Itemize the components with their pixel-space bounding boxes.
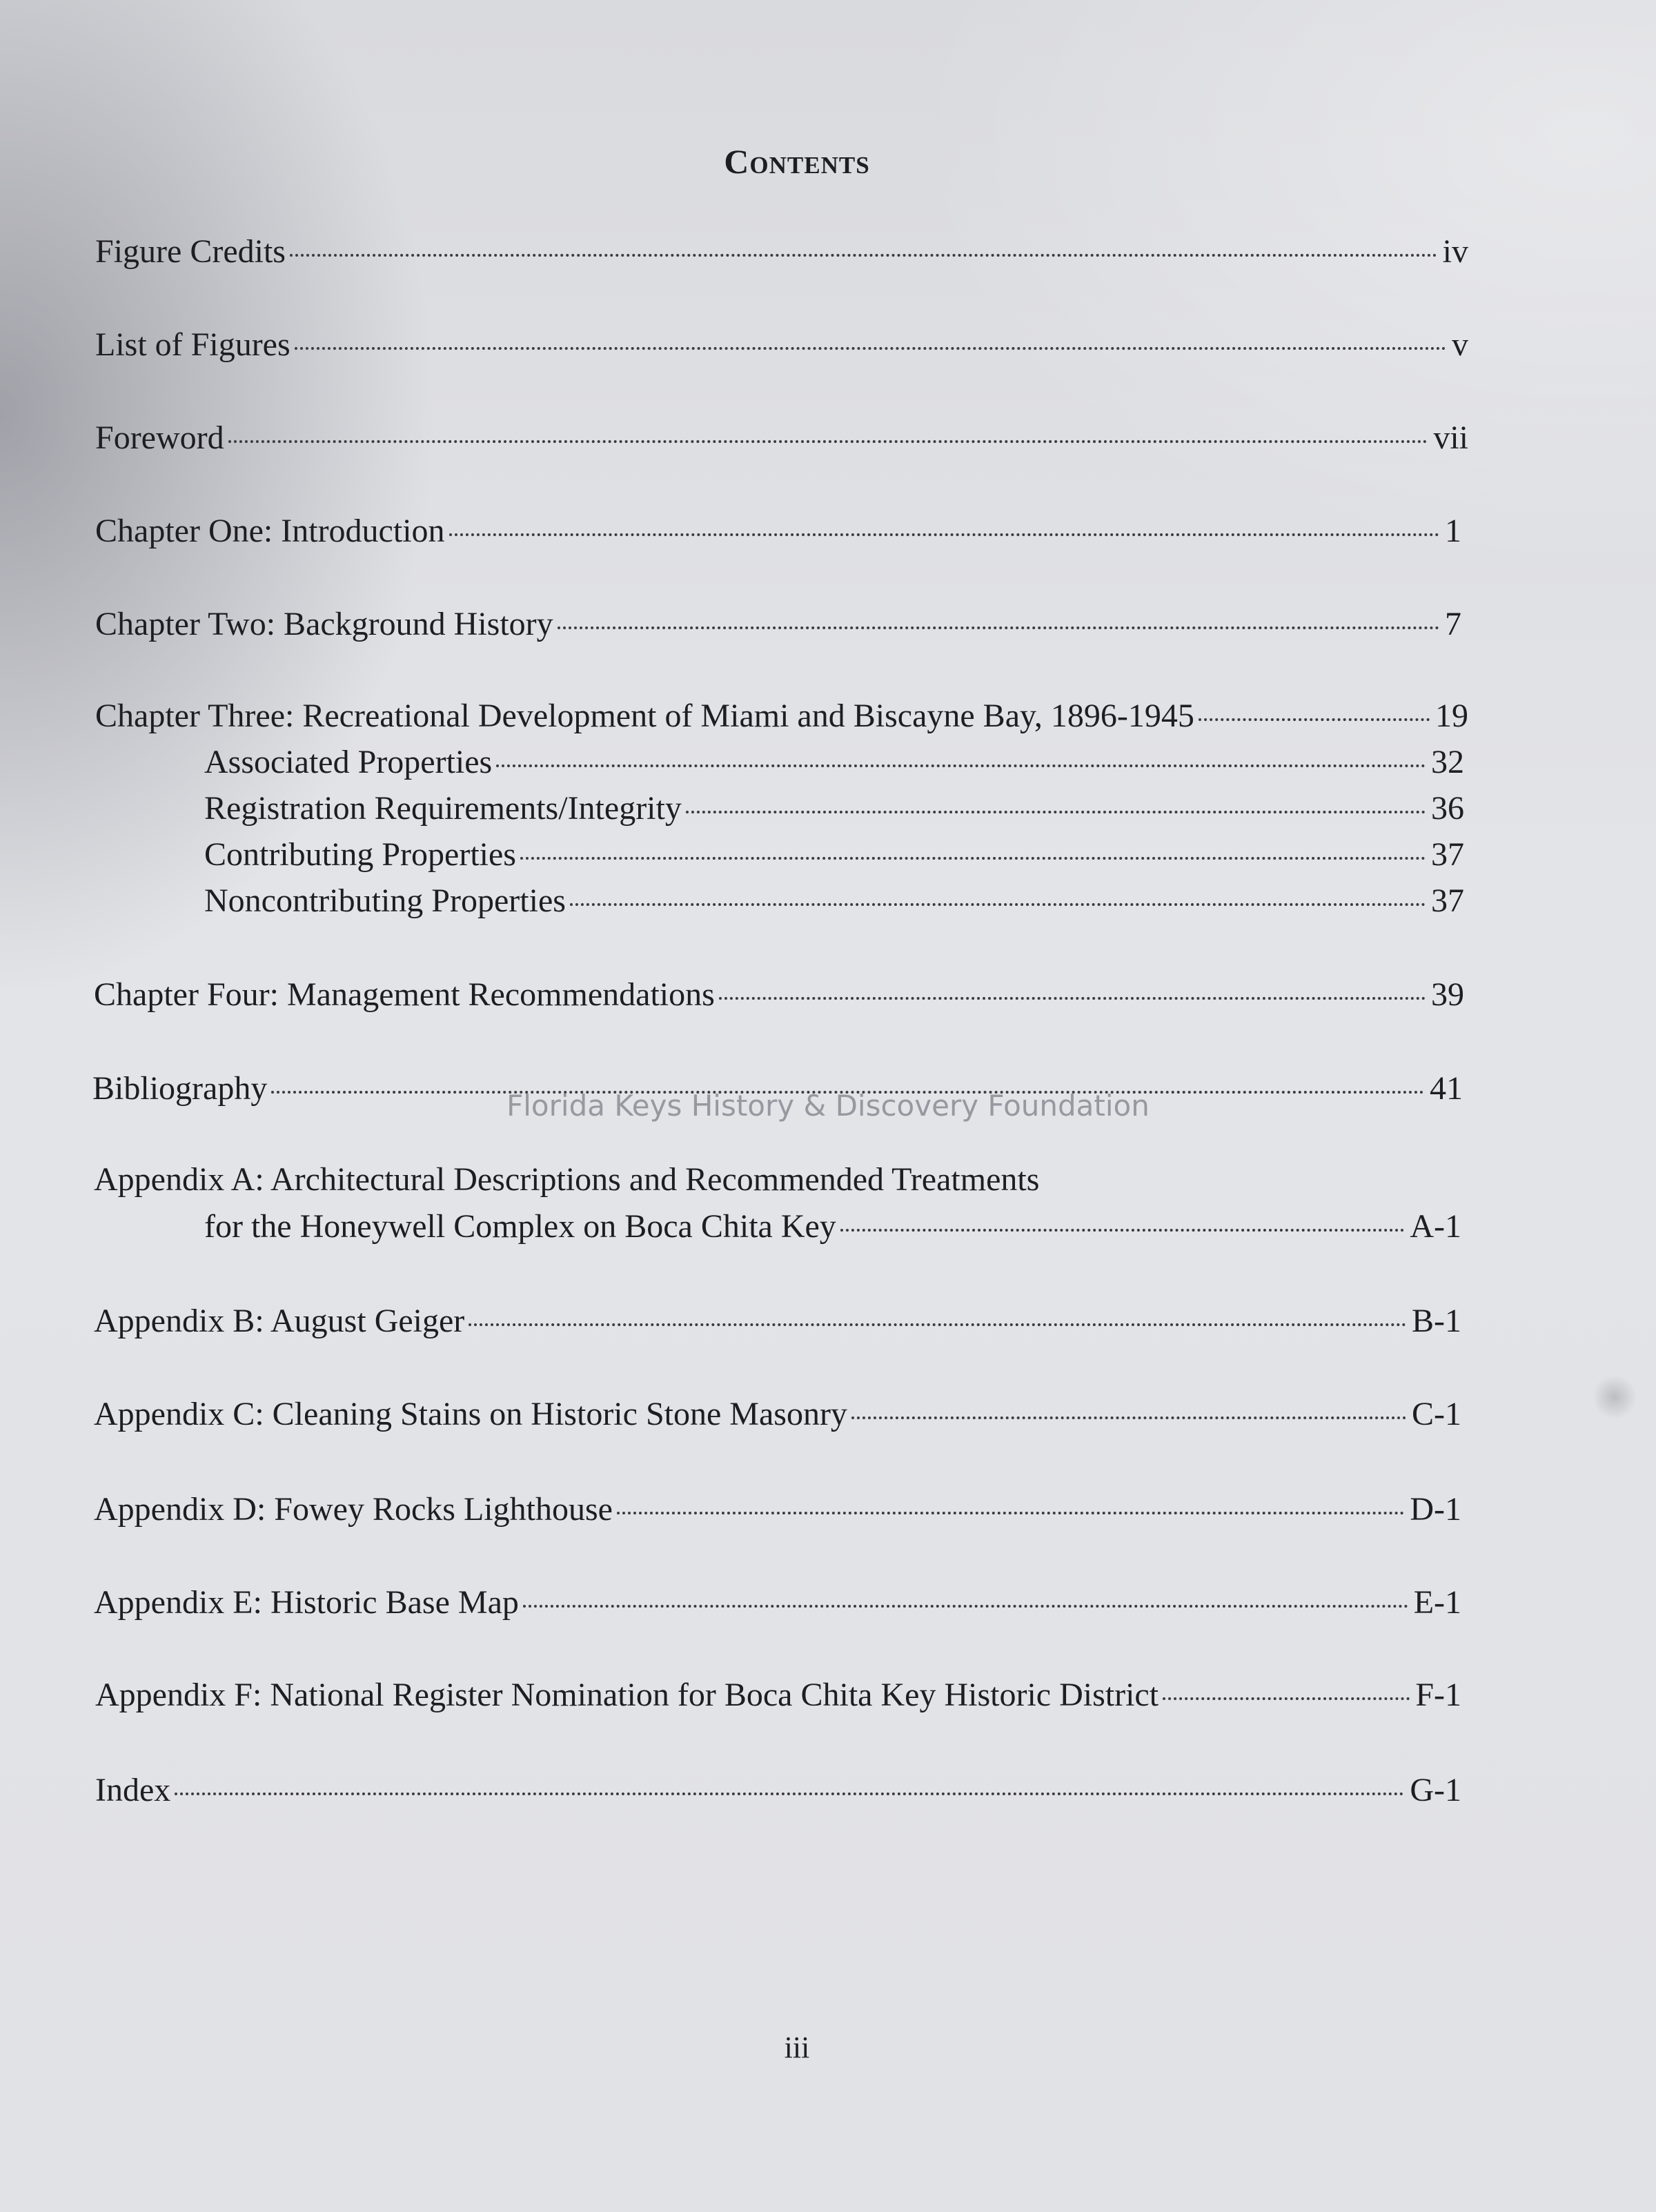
dot-leader xyxy=(1199,718,1430,721)
watermark: Florida Keys History & Discovery Foundation xyxy=(506,1089,1150,1123)
dot-leader xyxy=(840,1229,1405,1232)
toc-entry-page: 37 xyxy=(1431,882,1464,919)
toc-entry-page: 36 xyxy=(1431,790,1464,827)
toc-entry-index xyxy=(95,1770,1461,1811)
toc-entry-page: vii xyxy=(1433,419,1468,456)
toc-subentry-noncontributing-properties xyxy=(204,880,1464,922)
toc-entry-chapter-four xyxy=(94,974,1464,1016)
toc-entry-appendix-e xyxy=(94,1582,1461,1623)
toc-entry-appendix-a xyxy=(204,1206,1461,1247)
toc-entry-title: Chapter Four: Management Recommendations xyxy=(94,976,715,1013)
dot-leader xyxy=(228,440,1428,443)
toc-entry-title: Chapter Two: Background History xyxy=(95,606,553,642)
dot-leader xyxy=(617,1512,1404,1514)
dot-leader xyxy=(295,347,1446,350)
toc-entry-page: D-1 xyxy=(1410,1491,1461,1528)
toc-entry-title: Appendix F: National Register Nomination for Boca Chita Key Historic District xyxy=(95,1677,1159,1713)
toc-entry-page: 1 xyxy=(1445,513,1461,549)
toc-subentry-contributing-properties xyxy=(204,834,1464,876)
toc-entry-page: 39 xyxy=(1431,976,1464,1013)
toc-entry-title: Bibliography xyxy=(92,1070,268,1107)
toc-entry-title: Appendix B: August Geiger xyxy=(94,1303,465,1339)
toc-subentry-registration-requirements xyxy=(204,788,1464,829)
toc-entry-page: C-1 xyxy=(1412,1396,1461,1432)
toc-entry-appendix-d xyxy=(94,1489,1461,1530)
toc-entry-title: Chapter Three: Recreational Development of Miami and Biscayne Bay, 1896-1945 xyxy=(95,698,1194,734)
toc-entry-page: iv xyxy=(1442,233,1468,270)
toc-entry-title: Appendix C: Cleaning Stains on Historic Stone Masonry xyxy=(94,1396,847,1432)
toc-entry-foreword xyxy=(95,417,1468,459)
toc-entry-title: Foreword xyxy=(95,419,224,456)
paper-speck xyxy=(1594,1373,1635,1421)
toc-entry-title: Noncontributing Properties xyxy=(204,882,566,919)
toc-entry-page: F-1 xyxy=(1415,1677,1461,1713)
toc-entry-title: Figure Credits xyxy=(95,233,286,270)
dot-leader xyxy=(570,903,1426,906)
toc-entry-page: G-1 xyxy=(1410,1772,1461,1808)
toc-entry-appendix-b xyxy=(94,1301,1461,1342)
toc-entry-page: 32 xyxy=(1431,744,1464,780)
toc-entry-title: Appendix D: Fowey Rocks Lighthouse xyxy=(94,1491,613,1528)
toc-entry-figure-credits xyxy=(95,231,1468,273)
toc-entry-page: 7 xyxy=(1445,606,1461,642)
toc-entry-page: 37 xyxy=(1431,836,1464,873)
dot-leader xyxy=(290,254,1437,257)
dot-leader xyxy=(1163,1697,1410,1700)
dot-leader xyxy=(686,811,1426,813)
dot-leader xyxy=(520,857,1426,860)
contents-heading: Contents xyxy=(724,142,870,181)
toc-entry-title: List of Figures xyxy=(95,326,290,363)
toc-entry-title: Associated Properties xyxy=(204,744,493,780)
dot-leader xyxy=(558,626,1439,629)
toc-entry-page: 19 xyxy=(1435,698,1468,734)
toc-entry-title: Registration Requirements/Integrity xyxy=(204,790,682,827)
toc-entry-chapter-three xyxy=(95,695,1468,737)
dot-leader xyxy=(449,533,1439,536)
toc-entry-title: Contributing Properties xyxy=(204,836,516,873)
dot-leader xyxy=(719,997,1426,1000)
dot-leader xyxy=(469,1323,1406,1326)
toc-subentry-associated-properties xyxy=(204,742,1464,783)
dot-leader xyxy=(175,1793,1404,1795)
toc-entry-title: Index xyxy=(95,1772,171,1808)
toc-entry-page: A-1 xyxy=(1410,1208,1461,1245)
page-number: iii xyxy=(784,2031,810,2064)
dot-leader xyxy=(851,1416,1406,1419)
toc-entry-appendix-a-title: Appendix A: Architectural Descriptions and Recommended Treatments xyxy=(94,1161,1040,1198)
toc-entry-title: for the Honeywell Complex on Boca Chita Key xyxy=(204,1208,836,1245)
toc-entry-page: 41 xyxy=(1430,1070,1463,1107)
toc-entry-appendix-f xyxy=(95,1675,1461,1716)
dot-leader xyxy=(523,1605,1408,1608)
dot-leader xyxy=(496,764,1426,767)
toc-entry-list-of-figures xyxy=(95,324,1468,366)
toc-entry-chapter-two xyxy=(95,604,1461,645)
toc-entry-title: Appendix E: Historic Base Map xyxy=(94,1584,519,1621)
toc-entry-chapter-one xyxy=(95,511,1461,552)
toc-entry-page: E-1 xyxy=(1413,1584,1461,1621)
toc-entry-page: v xyxy=(1452,326,1468,363)
toc-entry-appendix-c xyxy=(94,1394,1461,1435)
toc-entry-page: B-1 xyxy=(1412,1303,1461,1339)
toc-entry-title: Chapter One: Introduction xyxy=(95,513,445,549)
